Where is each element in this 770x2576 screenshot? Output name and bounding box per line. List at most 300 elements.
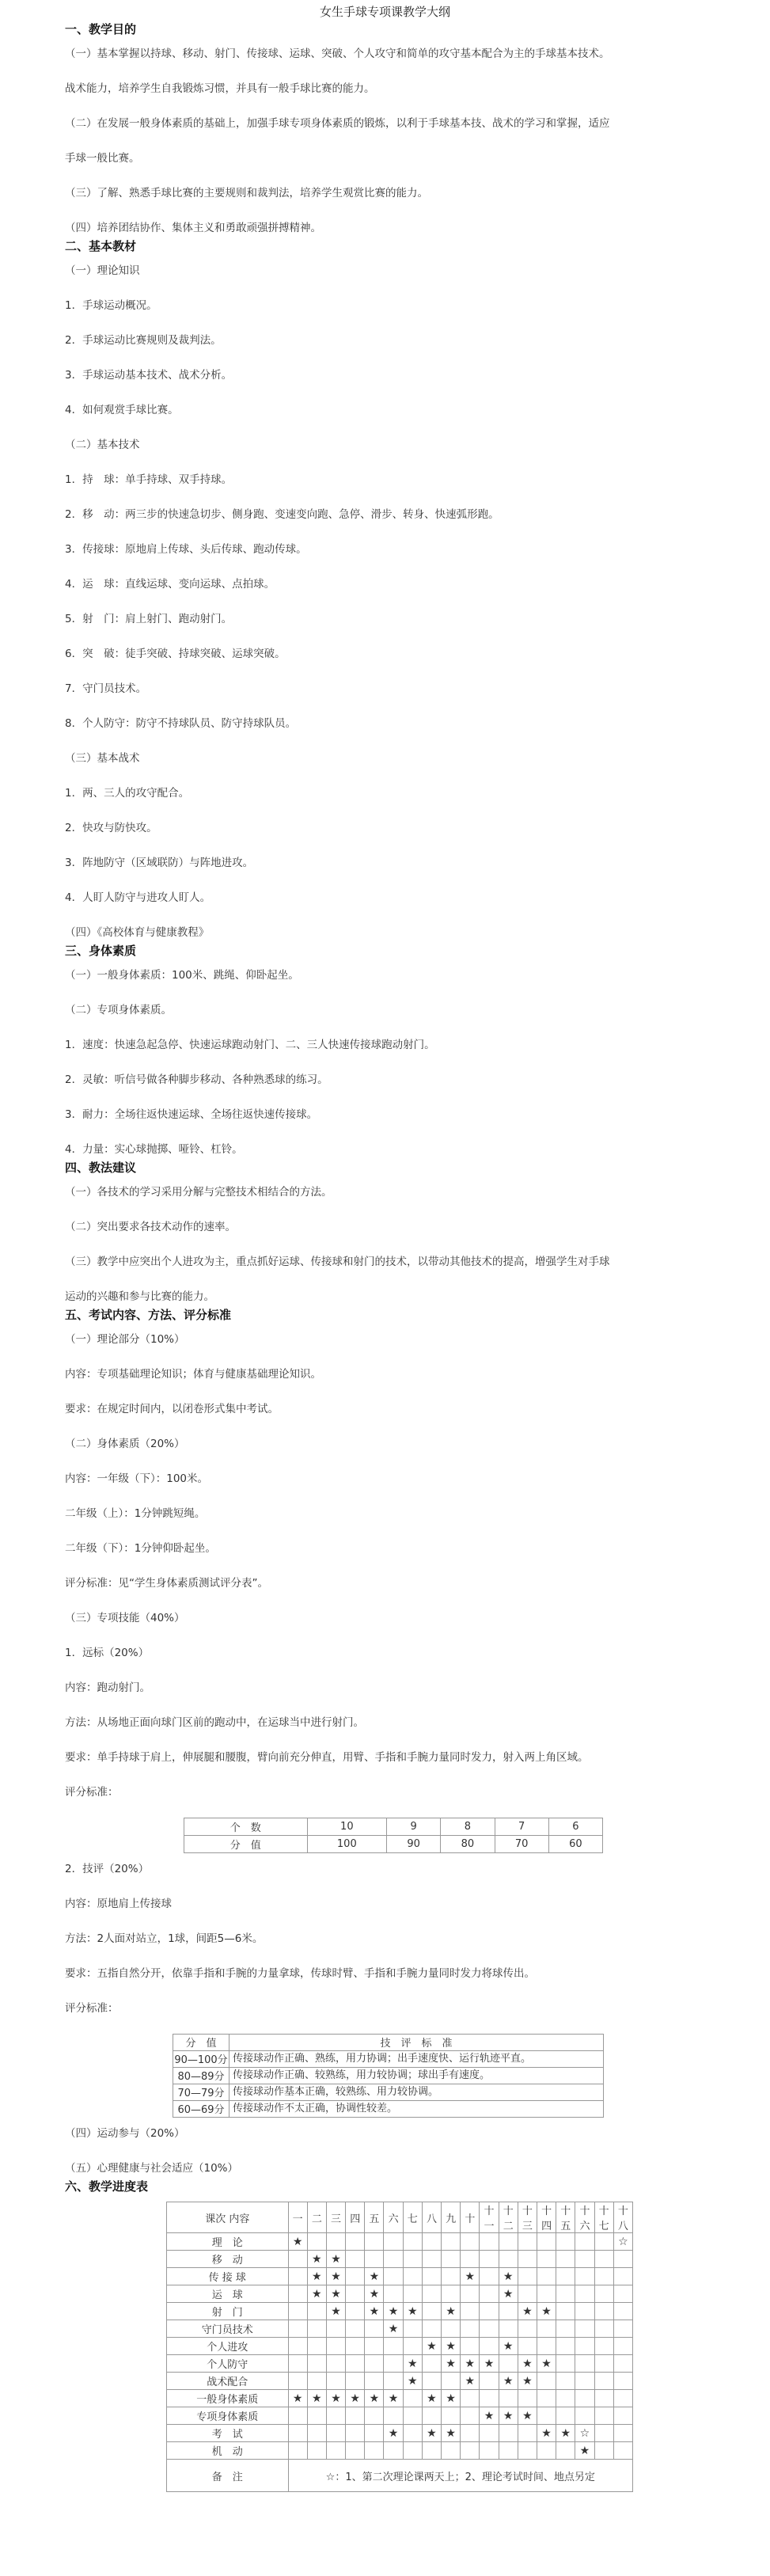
criteria-cell: 传接球动作基本正确，较熟练、用力较协调。 (229, 2084, 604, 2101)
schedule-cell (346, 2233, 365, 2251)
paragraph: 2．技评（20%） (65, 1863, 150, 1875)
table-cell: 7 (495, 1818, 548, 1836)
lesson-header: 九 (442, 2202, 461, 2233)
table-row (184, 1818, 603, 1836)
table-cell: 60 (548, 1836, 602, 1853)
score-table-shooting (184, 1818, 603, 1853)
schedule-cell (575, 2251, 594, 2268)
schedule-cell (346, 2425, 365, 2442)
schedule-cell (480, 2233, 499, 2251)
lesson-header: 二 (307, 2202, 326, 2233)
schedule-cell (365, 2373, 384, 2390)
star-icon: ★ (422, 2390, 441, 2407)
table-cell: 80 (441, 1836, 495, 1853)
paragraph: 3．阵地防守（区域联防）与阵地进攻。 (65, 857, 254, 869)
schedule-cell (613, 2373, 632, 2390)
schedule-cell (403, 2407, 422, 2425)
paragraph: 内容：跑动射门。 (65, 1681, 150, 1694)
schedule-cell (480, 2285, 499, 2303)
schedule-cell (480, 2442, 499, 2460)
schedule-cell (594, 2425, 613, 2442)
schedule-cell (365, 2233, 384, 2251)
lesson-header: 十七 (594, 2202, 613, 2233)
schedule-cell (594, 2373, 613, 2390)
schedule-cell (556, 2355, 575, 2373)
star-icon: ★ (499, 2373, 518, 2390)
schedule-cell (403, 2338, 422, 2355)
schedule-cell (518, 2251, 537, 2268)
schedule-cell (442, 2268, 461, 2285)
schedule-cell (326, 2407, 345, 2425)
schedule-cell (288, 2285, 307, 2303)
schedule-cell (442, 2320, 461, 2338)
paragraph: 8．个人防守：防守不持球队员、防守持球队员。 (65, 717, 297, 730)
paragraph: （一）理论部分（10%） (65, 1333, 185, 1346)
schedule-cell (594, 2407, 613, 2425)
schedule-cell (556, 2407, 575, 2425)
schedule-cell (365, 2338, 384, 2355)
star-icon: ★ (442, 2425, 461, 2442)
schedule-cell (403, 2251, 422, 2268)
schedule-cell (365, 2355, 384, 2373)
paragraph: 评分标准：见“学生身体素质测试评分表”。 (65, 1577, 268, 1590)
star-icon: ★ (537, 2303, 556, 2320)
star-icon: ★ (384, 2390, 403, 2407)
table-row (167, 2268, 633, 2285)
schedule-cell (613, 2251, 632, 2268)
schedule-cell (537, 2407, 556, 2425)
paragraph: （一）一般身体素质：100米、跳绳、仰卧起坐。 (65, 969, 299, 982)
table-row (167, 2338, 633, 2355)
schedule-cell (556, 2442, 575, 2460)
schedule-cell (537, 2251, 556, 2268)
schedule-cell (518, 2285, 537, 2303)
criteria-cell: 传接球动作不太正确，协调性较差。 (229, 2101, 604, 2118)
criteria-cell: 传接球动作正确、熟练，用力协调；出手速度快、运行轨迹平直。 (229, 2051, 604, 2068)
paragraph: 5．射 门：肩上射门、跑动射门。 (65, 613, 233, 625)
schedule-cell (326, 2442, 345, 2460)
schedule-cell (461, 2303, 480, 2320)
row-label: 理 论 (167, 2233, 289, 2251)
schedule-cell (499, 2390, 518, 2407)
paragraph: 要求：在规定时间内，以闭卷形式集中考试。 (65, 1403, 279, 1415)
section-heading: 五、考试内容、方法、评分标准 (65, 1308, 232, 1322)
table-row (167, 2285, 633, 2303)
star-icon: ★ (518, 2407, 537, 2425)
star-icon: ★ (288, 2390, 307, 2407)
star-icon: ☆ (575, 2425, 594, 2442)
paragraph: 要求：单手持球于肩上，伸展腿和腰腹，臂向前充分伸直，用臂、手指和手腕力量同时发力，射入两上角区域。 (65, 1751, 589, 1764)
star-icon: ★ (442, 2338, 461, 2355)
star-icon: ★ (365, 2390, 384, 2407)
paragraph: 1．远标（20%） (65, 1647, 150, 1659)
table-cell: 90 (387, 1836, 441, 1853)
star-icon: ★ (307, 2285, 326, 2303)
schedule-cell (461, 2425, 480, 2442)
schedule-cell (288, 2338, 307, 2355)
teaching-schedule-table (166, 2202, 633, 2492)
star-icon: ★ (307, 2251, 326, 2268)
schedule-cell (442, 2251, 461, 2268)
schedule-cell (403, 2442, 422, 2460)
star-icon: ★ (480, 2355, 499, 2373)
schedule-cell (594, 2251, 613, 2268)
schedule-cell (403, 2425, 422, 2442)
schedule-cell (518, 2425, 537, 2442)
star-icon: ★ (365, 2285, 384, 2303)
schedule-cell (461, 2320, 480, 2338)
schedule-cell (442, 2442, 461, 2460)
paragraph: 2．移 动：两三步的快速急切步、侧身跑、变速变向跑、急停、滑步、转身、快速弧形跑。 (65, 508, 499, 521)
score-cell: 80—89分 (173, 2068, 229, 2084)
section-heading: 六、教学进度表 (65, 2179, 149, 2194)
table-header-row (173, 2035, 604, 2051)
document-body (0, 21, 770, 2492)
schedule-cell (288, 2303, 307, 2320)
paragraph: 3．手球运动基本技术、战术分析。 (65, 369, 233, 382)
schedule-cell (613, 2268, 632, 2285)
schedule-cell (518, 2233, 537, 2251)
lesson-header: 五 (365, 2202, 384, 2233)
lesson-header: 十五 (556, 2202, 575, 2233)
schedule-cell (307, 2373, 326, 2390)
table-cell: 70 (495, 1836, 548, 1853)
paragraph: 方法：从场地正面向球门区前的跑动中，在运球当中进行射门。 (65, 1716, 364, 1729)
schedule-cell (307, 2338, 326, 2355)
schedule-cell (518, 2338, 537, 2355)
schedule-cell (307, 2425, 326, 2442)
star-icon: ★ (499, 2407, 518, 2425)
schedule-cell (594, 2338, 613, 2355)
schedule-cell (480, 2338, 499, 2355)
row-label: 战术配合 (167, 2373, 289, 2390)
schedule-cell (613, 2442, 632, 2460)
star-icon: ★ (537, 2355, 556, 2373)
schedule-cell (575, 2338, 594, 2355)
paragraph: 1．速度：快速急起急停、快速运球跑动射门、二、三人快速传接球跑动射门。 (65, 1039, 435, 1051)
star-icon: ★ (499, 2338, 518, 2355)
star-icon: ★ (326, 2390, 345, 2407)
paragraph: （三）基本战术 (65, 752, 140, 765)
schedule-cell (575, 2355, 594, 2373)
star-icon: ★ (480, 2407, 499, 2425)
schedule-cell (537, 2320, 556, 2338)
paragraph: 评分标准： (65, 1786, 119, 1799)
schedule-cell (575, 2268, 594, 2285)
schedule-cell (518, 2320, 537, 2338)
lesson-header: 八 (422, 2202, 441, 2233)
star-icon: ★ (346, 2390, 365, 2407)
star-icon: ★ (288, 2233, 307, 2251)
row-label: 传 接 球 (167, 2268, 289, 2285)
paragraph: （一）各技术的学习采用分解与完整技术相结合的方法。 (65, 1186, 332, 1199)
table-row (167, 2303, 633, 2320)
schedule-cell (594, 2285, 613, 2303)
paragraph: （四）运动参与（20%） (65, 2127, 185, 2140)
schedule-cell (537, 2338, 556, 2355)
remark-cell: ☆：1、第二次理论课两天上；2、理论考试时间、地点另定 (288, 2460, 632, 2492)
table-row (167, 2425, 633, 2442)
schedule-cell (442, 2233, 461, 2251)
schedule-cell (575, 2390, 594, 2407)
score-cell: 70—79分 (173, 2084, 229, 2101)
schedule-cell (594, 2442, 613, 2460)
schedule-cell (461, 2442, 480, 2460)
schedule-cell (594, 2268, 613, 2285)
paragraph: （三）了解、熟悉手球比赛的主要规则和裁判法，培养学生观赏比赛的能力。 (65, 187, 428, 199)
schedule-cell (442, 2407, 461, 2425)
table-row (167, 2233, 633, 2251)
paragraph: （二）突出要求各技术动作的速率。 (65, 1221, 236, 1233)
star-icon: ★ (442, 2390, 461, 2407)
schedule-cell (403, 2390, 422, 2407)
schedule-cell (288, 2268, 307, 2285)
paragraph: 4．力量：实心球抛掷、哑铃、杠铃。 (65, 1143, 243, 1156)
star-icon: ★ (326, 2268, 345, 2285)
table-cell: 6 (548, 1818, 602, 1836)
schedule-cell (556, 2285, 575, 2303)
schedule-cell (288, 2442, 307, 2460)
table-row (167, 2407, 633, 2425)
schedule-cell (461, 2285, 480, 2303)
paragraph: 手球一般比赛。 (65, 152, 140, 165)
schedule-cell (326, 2425, 345, 2442)
schedule-cell (575, 2233, 594, 2251)
lesson-header: 十六 (575, 2202, 594, 2233)
paragraph: 1．两、三人的攻守配合。 (65, 787, 190, 800)
paragraph: 4．人盯人防守与进攻人盯人。 (65, 891, 211, 904)
paragraph: 内容：原地肩上传接球 (65, 1898, 172, 1910)
schedule-cell (556, 2251, 575, 2268)
section-heading: 三、身体素质 (65, 944, 137, 958)
schedule-cell (288, 2251, 307, 2268)
schedule-cell (480, 2320, 499, 2338)
star-icon: ★ (518, 2303, 537, 2320)
schedule-cell (384, 2251, 403, 2268)
schedule-cell (499, 2233, 518, 2251)
schedule-cell (613, 2425, 632, 2442)
schedule-cell (384, 2355, 403, 2373)
schedule-cell (326, 2338, 345, 2355)
schedule-cell (461, 2390, 480, 2407)
schedule-cell (307, 2355, 326, 2373)
star-icon: ★ (422, 2338, 441, 2355)
row-label: 移 动 (167, 2251, 289, 2268)
row-label: 考 试 (167, 2425, 289, 2442)
star-icon: ★ (499, 2285, 518, 2303)
schedule-cell (613, 2338, 632, 2355)
schedule-cell (422, 2233, 441, 2251)
schedule-cell (537, 2233, 556, 2251)
paragraph: （五）心理健康与社会适应（10%） (65, 2162, 239, 2175)
schedule-cell (326, 2373, 345, 2390)
schedule-cell (422, 2407, 441, 2425)
schedule-cell (365, 2407, 384, 2425)
schedule-cell (461, 2251, 480, 2268)
schedule-cell (346, 2320, 365, 2338)
schedule-cell (556, 2233, 575, 2251)
schedule-cell (575, 2407, 594, 2425)
lesson-header: 七 (403, 2202, 422, 2233)
schedule-cell (346, 2338, 365, 2355)
schedule-cell (594, 2303, 613, 2320)
schedule-cell (556, 2320, 575, 2338)
star-icon: ★ (307, 2268, 326, 2285)
schedule-cell (575, 2320, 594, 2338)
paragraph: 4．运 球：直线运球、变向运球、点拍球。 (65, 578, 275, 591)
paragraph: 二年级（下）：1分钟仰卧起坐。 (65, 1542, 216, 1555)
paragraph: 内容：一年级（下）：100米。 (65, 1472, 209, 1485)
star-icon: ★ (403, 2373, 422, 2390)
schedule-cell (346, 2251, 365, 2268)
schedule-cell (422, 2442, 441, 2460)
paragraph: 方法：2人面对站立，1球，间距5—6米。 (65, 1932, 264, 1945)
schedule-cell (575, 2303, 594, 2320)
paragraph: 4．如何观赏手球比赛。 (65, 404, 179, 416)
schedule-cell (518, 2390, 537, 2407)
table-cell: 9 (387, 1818, 441, 1836)
row-label: 个人防守 (167, 2355, 289, 2373)
paragraph: 6．突 破：徒手突破、持球突破、运球突破。 (65, 648, 286, 660)
schedule-cell (556, 2390, 575, 2407)
schedule-cell (288, 2373, 307, 2390)
schedule-cell (403, 2320, 422, 2338)
table-row (167, 2251, 633, 2268)
schedule-cell (365, 2251, 384, 2268)
schedule-cell (499, 2355, 518, 2373)
schedule-cell (346, 2442, 365, 2460)
paragraph: 2．手球运动比赛规则及裁判法。 (65, 334, 222, 347)
schedule-cell (594, 2355, 613, 2373)
lesson-header: 四 (346, 2202, 365, 2233)
schedule-cell (499, 2442, 518, 2460)
remark-row (167, 2460, 633, 2492)
star-icon: ★ (384, 2320, 403, 2338)
schedule-cell (307, 2233, 326, 2251)
row-label: 一般身体素质 (167, 2390, 289, 2407)
schedule-cell (594, 2320, 613, 2338)
schedule-cell (499, 2303, 518, 2320)
table-cell: 10 (307, 1818, 386, 1836)
paragraph: （三）教学中应突出个人进攻为主，重点抓好运球、传接球和射门的技术，以带动其他技术的提高，增强学生对手球 (65, 1256, 610, 1268)
lesson-header: 六 (384, 2202, 403, 2233)
schedule-cell (307, 2407, 326, 2425)
paragraph: 要求：五指自然分开，依靠手指和手腕的力量拿球，传球时臂、手指和手腕力量同时发力将球传出。 (65, 1967, 535, 1980)
star-icon: ★ (499, 2268, 518, 2285)
table-row (173, 2084, 604, 2101)
star-icon: ★ (326, 2251, 345, 2268)
star-icon: ★ (422, 2425, 441, 2442)
schedule-cell (613, 2390, 632, 2407)
schedule-cell (613, 2303, 632, 2320)
schedule-cell (556, 2338, 575, 2355)
schedule-cell (556, 2303, 575, 2320)
star-icon: ★ (403, 2303, 422, 2320)
paragraph: 内容：专项基础理论知识；体育与健康基础理论知识。 (65, 1368, 321, 1381)
corner-header: 课次 内容 (167, 2202, 289, 2233)
paragraph: （三）专项技能（40%） (65, 1612, 185, 1624)
lesson-header: 十四 (537, 2202, 556, 2233)
star-icon: ★ (384, 2425, 403, 2442)
schedule-cell (518, 2442, 537, 2460)
paragraph: （二）身体素质（20%） (65, 1438, 185, 1450)
schedule-cell (442, 2285, 461, 2303)
schedule-cell (518, 2268, 537, 2285)
schedule-cell (403, 2233, 422, 2251)
section-heading: 一、教学目的 (65, 22, 137, 36)
schedule-cell (537, 2373, 556, 2390)
page-title: 女生手球专项课教学大纲 (319, 5, 450, 19)
paragraph: （二）基本技术 (65, 439, 140, 451)
schedule-cell (537, 2285, 556, 2303)
paragraph: （二）专项身体素质。 (65, 1004, 172, 1016)
schedule-cell (480, 2303, 499, 2320)
schedule-cell (346, 2268, 365, 2285)
star-icon: ★ (461, 2355, 480, 2373)
star-icon: ★ (556, 2425, 575, 2442)
paragraph: 3．耐力：全场往返快速运球、全场往返快速传接球。 (65, 1108, 318, 1121)
star-icon: ★ (307, 2390, 326, 2407)
schedule-cell (326, 2233, 345, 2251)
schedule-cell (613, 2285, 632, 2303)
schedule-cell (537, 2442, 556, 2460)
schedule-cell (307, 2442, 326, 2460)
schedule-cell (346, 2373, 365, 2390)
schedule-cell (613, 2320, 632, 2338)
schedule-cell (575, 2373, 594, 2390)
table-cell: 100 (307, 1836, 386, 1853)
schedule-cell (422, 2251, 441, 2268)
schedule-cell (461, 2407, 480, 2425)
paragraph: 评分标准： (65, 2002, 119, 2015)
star-icon: ★ (461, 2268, 480, 2285)
star-icon: ★ (384, 2303, 403, 2320)
schedule-cell (365, 2320, 384, 2338)
schedule-cell (288, 2407, 307, 2425)
table-row (173, 2068, 604, 2084)
schedule-cell (422, 2303, 441, 2320)
row-label: 分 值 (184, 1836, 308, 1853)
table-row (173, 2051, 604, 2068)
schedule-cell (499, 2251, 518, 2268)
schedule-cell (365, 2425, 384, 2442)
table-row (173, 2101, 604, 2118)
star-icon: ★ (326, 2303, 345, 2320)
schedule-cell (422, 2373, 441, 2390)
schedule-cell (326, 2320, 345, 2338)
row-label: 运 球 (167, 2285, 289, 2303)
schedule-cell (346, 2355, 365, 2373)
schedule-cell (480, 2390, 499, 2407)
star-icon: ☆ (613, 2233, 632, 2251)
row-label: 射 门 (167, 2303, 289, 2320)
schedule-cell (288, 2425, 307, 2442)
schedule-cell (422, 2285, 441, 2303)
schedule-cell (307, 2320, 326, 2338)
paragraph: 2．灵敏：听信号做各种脚步移动、各种熟悉球的练习。 (65, 1073, 328, 1086)
schedule-cell (499, 2425, 518, 2442)
schedule-cell (384, 2268, 403, 2285)
star-icon: ★ (365, 2268, 384, 2285)
schedule-cell (422, 2268, 441, 2285)
row-label: 专项身体素质 (167, 2407, 289, 2425)
schedule-cell (346, 2407, 365, 2425)
schedule-cell (480, 2251, 499, 2268)
paragraph: （四）《高校体育与健康教程》 (65, 926, 210, 939)
star-icon: ★ (442, 2355, 461, 2373)
schedule-cell (384, 2442, 403, 2460)
schedule-cell (537, 2390, 556, 2407)
